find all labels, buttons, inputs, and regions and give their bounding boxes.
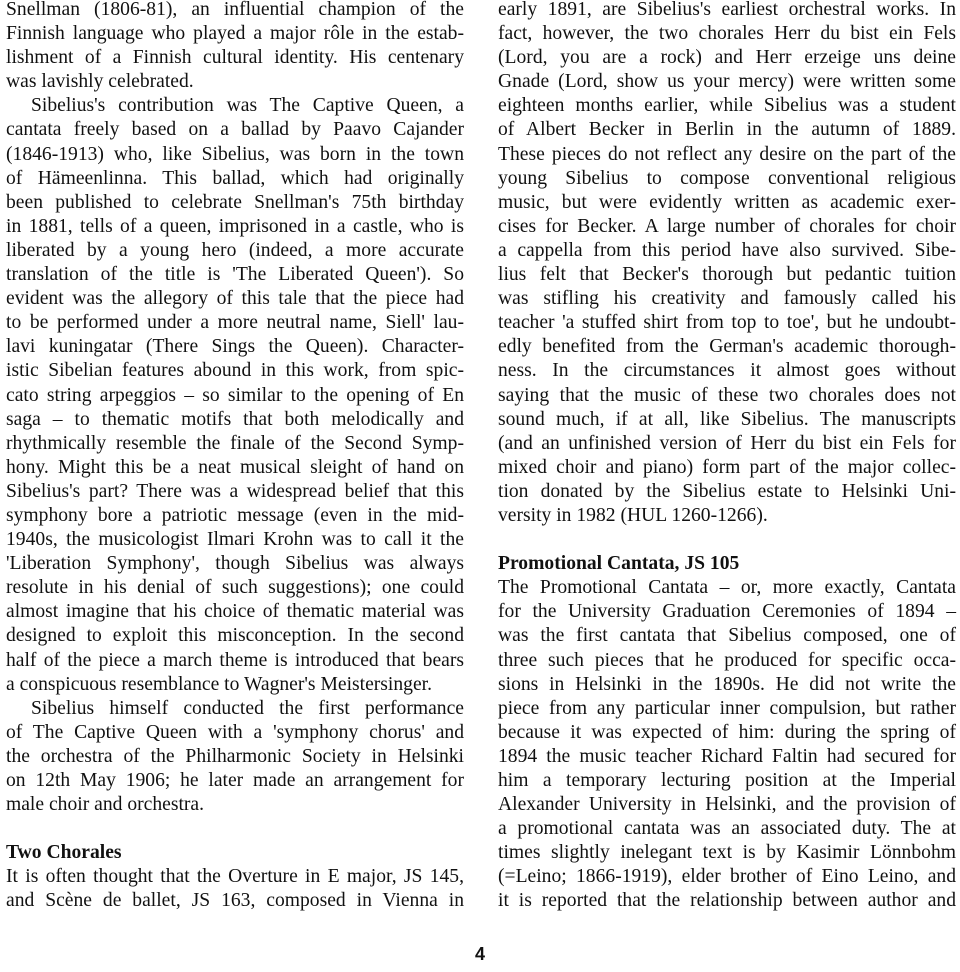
right-blank-line <box>498 528 956 552</box>
left-text-line: saga – to thematic motifs that both melodically and <box>6 408 464 430</box>
right-text-line: (Lord, you are a rock) and Herr erzeige uns deine <box>498 47 956 69</box>
right-text-line: eighteen months earlier, while Sibelius was a student <box>498 95 956 117</box>
left-text-line: was lavishly celebrated. <box>6 71 194 93</box>
left-text-line: resolute in his denial of such suggestions); one could <box>6 577 464 599</box>
left-text-line: hony. Might this be a neat musical sleight of hand on <box>6 456 464 478</box>
left-text-line: rhythmically resemble the finale of the Second Symp- <box>6 432 464 454</box>
left-text-line: on 12th May 1906; he later made an arrangement for <box>6 770 464 791</box>
right-text-line: sions in Helsinki in the 1890s. He did not write the <box>498 673 956 695</box>
left-text-line: lishment of a Finnish cultural identity. His centenary <box>6 47 464 69</box>
left-text-line: evident was the allegory of this tale that the piece had <box>6 288 464 310</box>
left-text-line: lavi kuningatar (There Sings the Queen). Character- <box>6 336 464 358</box>
right-text-line: music, but were evidently written as academic exer- <box>498 191 956 213</box>
right-text-line: 1894 the music teacher Richard Faltin had secured for <box>498 745 956 767</box>
right-text-line: a promotional cantata was an associated duty. The at <box>498 818 956 840</box>
right-text-line: These pieces do not reflect any desire on the part of the <box>498 143 956 165</box>
left-text-line: of Hämeenlinna. This ballad, which had originally <box>6 167 464 189</box>
left-text-line: symphony bore a patriotic message (even in the mid- <box>6 504 464 526</box>
left-text-line: Sibelius's part? There was a widespread belief that this <box>6 480 464 502</box>
right-text-line: was stifling his creativity and famously called his <box>498 288 956 310</box>
right-text-line: young Sibelius to compose conventional religious <box>498 167 956 189</box>
left-text-line: half of the piece a march theme is introduced that bears <box>6 649 464 671</box>
page-number: 4 <box>474 944 485 964</box>
left-text-line: to be performed under a more neutral name, Siell' lau- <box>6 312 464 334</box>
left-text-line: a conspicuous resemblance to Wagner's Meistersinger. <box>6 673 433 695</box>
right-text-line: cises for Becker. A large number of chorales for choir <box>498 215 956 237</box>
left-text-line: Sibelius's contribution was The Captive Queen, a <box>31 95 464 117</box>
right-text-line: lius felt that Becker's thorough but pedantic tuition <box>498 264 956 286</box>
left-text-line: (1846-1913) who, like Sibelius, was born in the town <box>6 143 464 165</box>
left-text-line: in 1881, tells of a queen, imprisoned in a castle, who is <box>6 215 464 237</box>
left-text-column <box>6 0 464 914</box>
right-text-line: teacher 'a stuffed shirt from top to toe', but he undoubt- <box>498 312 956 334</box>
right-text-line: sound much, if at all, like Sibelius. The manuscripts <box>498 408 956 430</box>
left-section-heading: Two Chorales <box>6 842 122 864</box>
right-text-line: Gnade (Lord, show us your mercy) were written some <box>498 71 956 93</box>
left-text-line: Sibelius himself conducted the first performance <box>31 697 464 719</box>
right-text-column <box>498 0 956 914</box>
left-text-line: translation of the title is 'The Liberated Queen'). So <box>6 264 464 286</box>
right-text-line: The Promotional Cantata – or, more exactly, Cantata <box>498 577 956 599</box>
right-text-line: fact, however, the two chorales Herr du bist ein Fels <box>498 23 956 45</box>
left-text-line: the orchestra of the Philharmonic Society in Helsinki <box>6 745 464 767</box>
left-text-line: 'Liberation Symphony', though Sibelius was always <box>6 553 464 575</box>
right-text-line: Alexander University in Helsinki, and the provision of <box>498 794 956 816</box>
right-section-heading: Promotional Cantata, JS 105 <box>498 553 740 575</box>
right-text-line: piece from any particular inner compulsion, but rather <box>498 697 956 719</box>
right-text-line: a cappella from this period have also survived. Sibe- <box>498 239 956 261</box>
left-text-line: Finnish language who played a major rôle in the estab- <box>6 23 464 45</box>
right-text-line: mixed choir and piano) form part of the major collec- <box>498 456 956 478</box>
right-text-line: ness. In the circumstances it almost goes without <box>498 360 956 382</box>
right-text-line: tion donated by the Sibelius estate to Helsinki Uni- <box>498 480 956 502</box>
left-text-line: It is often thought that the Overture in E major, JS 145, <box>6 866 464 888</box>
left-text-line: been published to celebrate Snellman's 75th birthday <box>6 191 464 213</box>
right-text-line: of Albert Becker in Berlin in the autumn of 1889. <box>498 119 956 141</box>
right-text-line: times slightly inelegant text is by Kasimir Lönnbohm <box>498 842 956 864</box>
right-text-line: early 1891, are Sibelius's earliest orchestral works. In <box>498 0 956 20</box>
right-text-line: three such pieces that he produced for specific occa- <box>498 649 956 671</box>
right-text-line: for the University Graduation Ceremonies of 1894 – <box>498 601 956 623</box>
left-text-line: istic Sibelian features abound in this work, from spic- <box>6 360 464 382</box>
left-blank-line <box>6 817 464 841</box>
left-text-line: cantata freely based on a ballad by Paavo Cajander <box>6 119 464 141</box>
right-text-line: (=Leino; 1866-1919), elder brother of Eino Leino, and <box>498 866 956 888</box>
left-text-line: of The Captive Queen with a 'symphony chorus' and <box>6 721 464 743</box>
right-text-line: it is reported that the relationship between author and <box>498 890 956 912</box>
left-text-line: and Scène de ballet, JS 163, composed in Vienna in <box>6 890 464 912</box>
right-text-line: saying that the music of these two chorales does not <box>498 384 956 406</box>
left-text-line: cato string arpeggios – so similar to the opening of En <box>6 384 464 406</box>
left-text-line: designed to exploit this misconception. In the second <box>6 625 464 647</box>
right-text-line: (and an unfinished version of Herr du bist ein Fels for <box>498 432 956 454</box>
right-text-line: him a temporary lecturing position at the Imperial <box>498 770 956 791</box>
left-text-line: Snellman (1806-81), an influential champion of the <box>6 0 464 20</box>
right-text-line: edly benefited from the German's academic thorough- <box>498 336 956 358</box>
right-text-line: was the first cantata that Sibelius composed, one of <box>498 625 956 647</box>
left-text-line: 1940s, the musicologist Ilmari Krohn was to call it the <box>6 529 464 551</box>
left-text-line: almost imagine that his choice of thematic material was <box>6 601 464 623</box>
right-text-line: versity in 1982 (HUL 1260-1266). <box>498 504 768 526</box>
left-text-line: male choir and orchestra. <box>6 794 205 816</box>
left-text-line: liberated by a young hero (indeed, a more accurate <box>6 239 464 261</box>
right-text-line: because it was expected of him: during the spring of <box>498 721 956 743</box>
